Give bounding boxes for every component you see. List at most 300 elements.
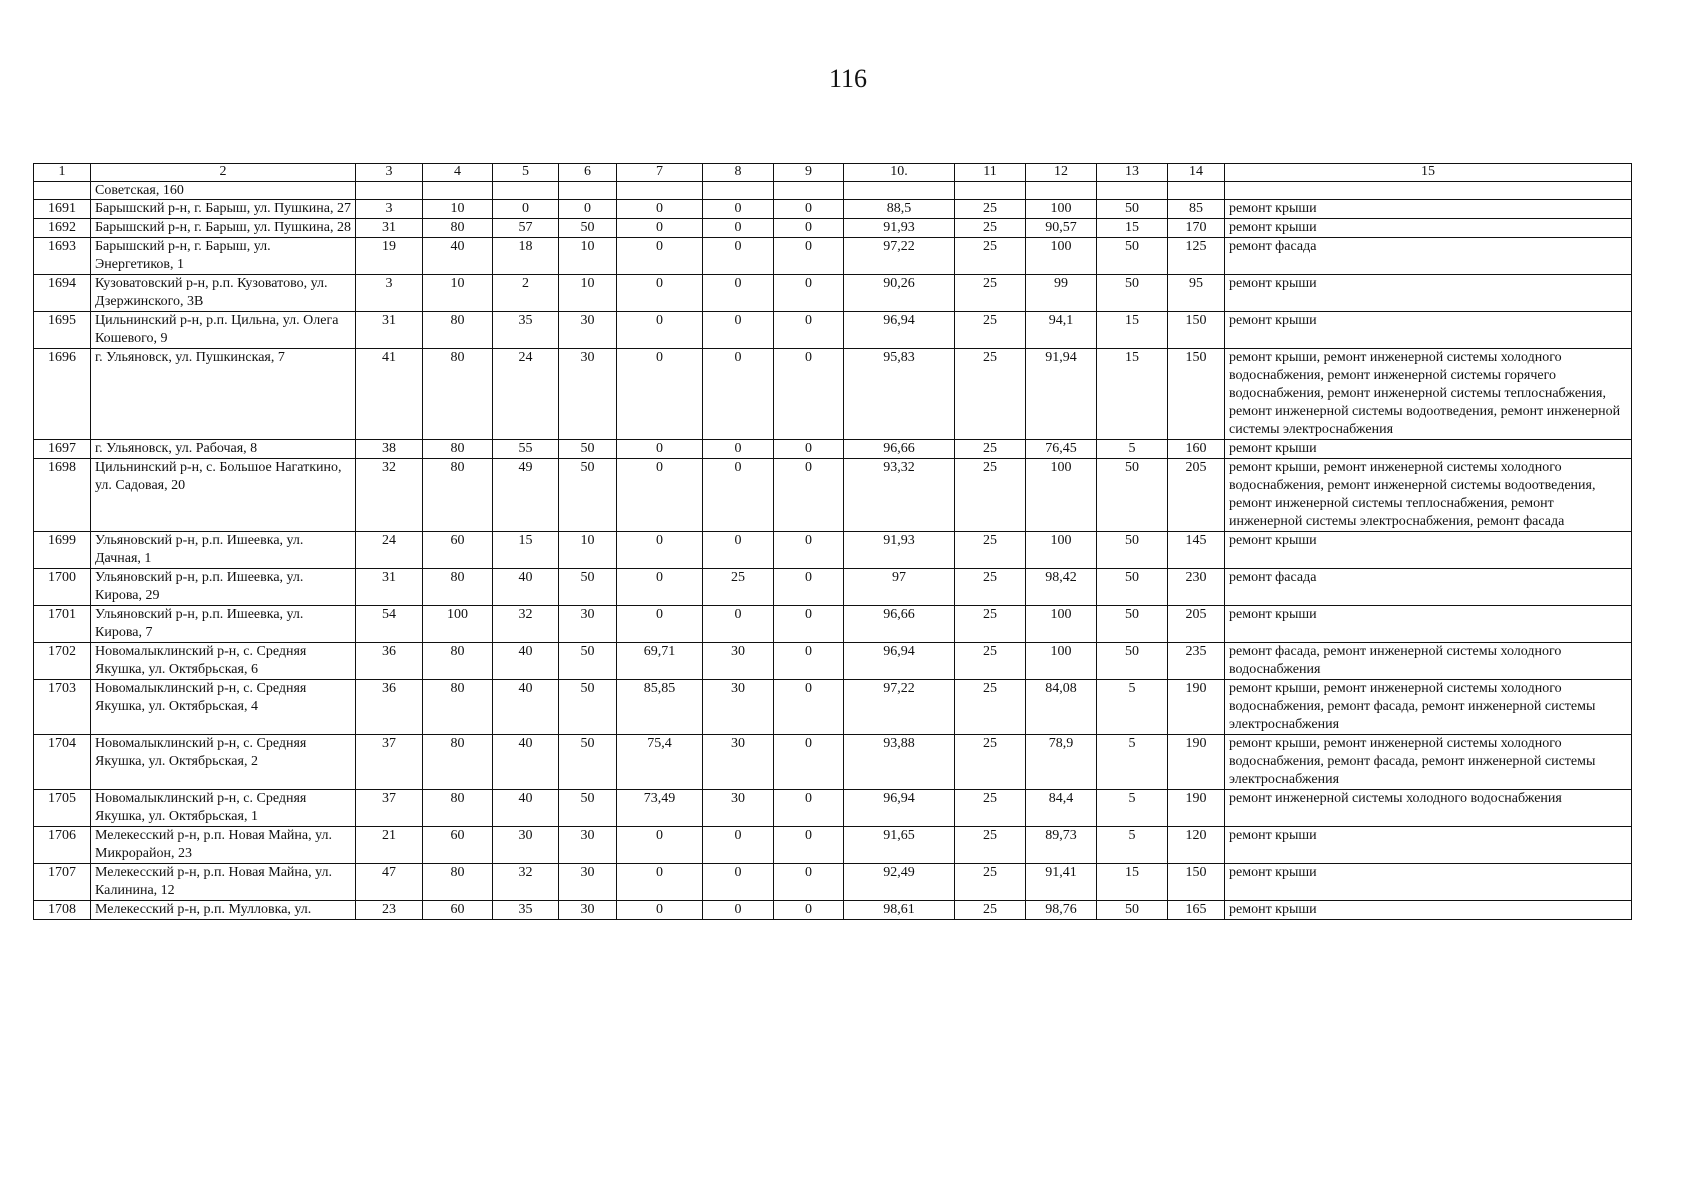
value-cell: 60 (423, 827, 493, 864)
value-cell: 235 (1168, 643, 1225, 680)
works-cell: ремонт крыши (1225, 440, 1632, 459)
value-cell: 31 (356, 312, 423, 349)
value-cell: 100 (423, 606, 493, 643)
table-row (34, 680, 1632, 735)
value-cell: 80 (423, 349, 493, 440)
value-cell: 25 (955, 238, 1026, 275)
value-cell: 98,76 (1026, 901, 1097, 920)
value-cell: 5 (1097, 680, 1168, 735)
value-cell: 190 (1168, 735, 1225, 790)
address-cell: Барышский р-н, г. Барыш, ул. Пушкина, 27 (91, 200, 356, 219)
value-cell: 60 (423, 532, 493, 569)
works-cell: ремонт фасада (1225, 569, 1632, 606)
value-cell: 37 (356, 735, 423, 790)
value-cell: 50 (1097, 643, 1168, 680)
address-cell: Ульяновский р-н, р.п. Ишеевка, ул. Кирова, 29 (91, 569, 356, 606)
value-cell: 50 (559, 680, 617, 735)
value-cell: 25 (955, 790, 1026, 827)
works-cell: ремонт крыши (1225, 532, 1632, 569)
value-cell: 25 (955, 312, 1026, 349)
address-cell: Новомалыклинский р-н, с. Средняя Якушка, ул. Октябрьская, 1 (91, 790, 356, 827)
value-cell: 30 (703, 790, 774, 827)
value-cell: 30 (703, 680, 774, 735)
table-row (34, 200, 1632, 219)
column-header: 11 (955, 164, 1026, 182)
value-cell: 205 (1168, 459, 1225, 532)
value-cell: 36 (356, 643, 423, 680)
row-number-cell: 1707 (34, 864, 91, 901)
works-cell: ремонт крыши, ремонт инженерной системы холодного водоснабжения, ремонт фасада, ремонт инженерной системы электроснабжения (1225, 680, 1632, 735)
value-cell: 91,93 (844, 219, 955, 238)
address-cell: Мелекесский р-н, р.п. Мулловка, ул. (91, 901, 356, 920)
value-cell: 96,94 (844, 790, 955, 827)
value-cell: 30 (559, 312, 617, 349)
value-cell: 100 (1026, 606, 1097, 643)
works-cell: ремонт крыши, ремонт инженерной системы холодного водоснабжения, ремонт фасада, ремонт инженерной системы электроснабжения (1225, 735, 1632, 790)
value-cell: 0 (559, 200, 617, 219)
value-cell: 50 (559, 440, 617, 459)
value-cell: 30 (559, 827, 617, 864)
value-cell: 2 (493, 275, 559, 312)
works-cell: ремонт фасада, ремонт инженерной системы холодного водоснабжения (1225, 643, 1632, 680)
row-number-cell: 1703 (34, 680, 91, 735)
value-cell: 145 (1168, 532, 1225, 569)
value-cell: 32 (493, 864, 559, 901)
value-cell: 30 (703, 735, 774, 790)
value-cell: 18 (493, 238, 559, 275)
row-number-cell: 1706 (34, 827, 91, 864)
value-cell: 10 (559, 532, 617, 569)
row-number-cell: 1692 (34, 219, 91, 238)
value-cell: 100 (1026, 459, 1097, 532)
value-cell: 41 (356, 349, 423, 440)
value-cell: 80 (423, 864, 493, 901)
works-cell: ремонт фасада (1225, 238, 1632, 275)
value-cell: 3 (356, 200, 423, 219)
row-number-cell: 1691 (34, 200, 91, 219)
value-cell: 25 (955, 569, 1026, 606)
value-cell: 0 (703, 901, 774, 920)
value-cell: 0 (774, 901, 844, 920)
value-cell: 40 (493, 569, 559, 606)
column-header: 12 (1026, 164, 1097, 182)
column-header: 9 (774, 164, 844, 182)
value-cell: 30 (493, 827, 559, 864)
value-cell: 80 (423, 790, 493, 827)
value-cell: 0 (703, 238, 774, 275)
value-cell: 89,73 (1026, 827, 1097, 864)
address-cell: г. Ульяновск, ул. Пушкинская, 7 (91, 349, 356, 440)
address-cell: Новомалыклинский р-н, с. Средняя Якушка, ул. Октябрьская, 2 (91, 735, 356, 790)
value-cell: 50 (1097, 275, 1168, 312)
value-cell: 30 (703, 643, 774, 680)
address-cell: Мелекесский р-н, р.п. Новая Майна, ул. Калинина, 12 (91, 864, 356, 901)
continuation-row (34, 182, 1632, 200)
address-cell: Новомалыклинский р-н, с. Средняя Якушка, ул. Октябрьская, 6 (91, 643, 356, 680)
value-cell: 0 (703, 275, 774, 312)
value-cell: 30 (559, 349, 617, 440)
column-header: 4 (423, 164, 493, 182)
value-cell: 91,94 (1026, 349, 1097, 440)
value-cell: 0 (774, 532, 844, 569)
value-cell: 25 (955, 606, 1026, 643)
value-cell: 25 (955, 200, 1026, 219)
value-cell: 10 (423, 200, 493, 219)
address-cell: Кузоватовский р-н, р.п. Кузоватово, ул. Дзержинского, 3В (91, 275, 356, 312)
column-header: 3 (356, 164, 423, 182)
works-cell: ремонт крыши (1225, 827, 1632, 864)
value-cell: 95,83 (844, 349, 955, 440)
value-cell: 50 (1097, 532, 1168, 569)
value-cell: 40 (423, 238, 493, 275)
row-number-cell: 1696 (34, 349, 91, 440)
value-cell: 0 (703, 827, 774, 864)
value-cell: 19 (356, 238, 423, 275)
registry-table (33, 163, 1632, 920)
value-cell: 100 (1026, 200, 1097, 219)
value-cell: 97 (844, 569, 955, 606)
value-cell: 38 (356, 440, 423, 459)
value-cell: 25 (955, 827, 1026, 864)
value-cell: 100 (1026, 532, 1097, 569)
value-cell: 96,94 (844, 312, 955, 349)
value-cell: 5 (1097, 827, 1168, 864)
value-cell: 25 (955, 532, 1026, 569)
value-cell: 0 (617, 569, 703, 606)
value-cell: 60 (423, 901, 493, 920)
value-cell: 0 (617, 459, 703, 532)
value-cell: 0 (703, 349, 774, 440)
value-cell: 50 (559, 569, 617, 606)
value-cell: 25 (955, 901, 1026, 920)
value-cell: 0 (617, 238, 703, 275)
table-row (34, 219, 1632, 238)
value-cell: 0 (774, 790, 844, 827)
value-cell: 25 (955, 864, 1026, 901)
value-cell: 190 (1168, 680, 1225, 735)
value-cell: 40 (493, 680, 559, 735)
value-cell: 10 (423, 275, 493, 312)
value-cell: 98,42 (1026, 569, 1097, 606)
value-cell: 57 (493, 219, 559, 238)
value-cell: 97,22 (844, 238, 955, 275)
value-cell: 15 (1097, 312, 1168, 349)
value-cell: 125 (1168, 238, 1225, 275)
value-cell: 88,5 (844, 200, 955, 219)
value-cell: 50 (559, 790, 617, 827)
works-cell: ремонт крыши (1225, 864, 1632, 901)
value-cell: 5 (1097, 735, 1168, 790)
value-cell: 100 (1026, 643, 1097, 680)
value-cell: 96,94 (844, 643, 955, 680)
value-cell: 5 (1097, 440, 1168, 459)
works-cell: ремонт инженерной системы холодного водоснабжения (1225, 790, 1632, 827)
column-header: 15 (1225, 164, 1632, 182)
value-cell: 36 (356, 680, 423, 735)
value-cell: 150 (1168, 864, 1225, 901)
value-cell: 50 (1097, 901, 1168, 920)
value-cell: 25 (955, 735, 1026, 790)
value-cell: 0 (703, 312, 774, 349)
value-cell: 24 (493, 349, 559, 440)
value-cell: 90,57 (1026, 219, 1097, 238)
table-row (34, 312, 1632, 349)
value-cell: 93,32 (844, 459, 955, 532)
value-cell: 5 (1097, 790, 1168, 827)
value-cell: 0 (774, 827, 844, 864)
value-cell: 170 (1168, 219, 1225, 238)
value-cell: 31 (356, 569, 423, 606)
column-header: 1 (34, 164, 91, 182)
address-cell: Ульяновский р-н, р.п. Ишеевка, ул. Кирова, 7 (91, 606, 356, 643)
value-cell: 0 (774, 569, 844, 606)
value-cell: 85 (1168, 200, 1225, 219)
table-row (34, 827, 1632, 864)
value-cell: 50 (1097, 200, 1168, 219)
table-row (34, 275, 1632, 312)
value-cell: 0 (703, 440, 774, 459)
works-cell: ремонт крыши (1225, 312, 1632, 349)
table-row (34, 643, 1632, 680)
value-cell: 54 (356, 606, 423, 643)
value-cell: 25 (955, 643, 1026, 680)
value-cell: 190 (1168, 790, 1225, 827)
value-cell: 25 (955, 680, 1026, 735)
value-cell: 84,4 (1026, 790, 1097, 827)
value-cell: 0 (703, 200, 774, 219)
value-cell: 100 (1026, 238, 1097, 275)
value-cell: 0 (774, 275, 844, 312)
value-cell: 37 (356, 790, 423, 827)
value-cell: 25 (955, 440, 1026, 459)
value-cell: 30 (559, 606, 617, 643)
value-cell: 32 (356, 459, 423, 532)
table-row (34, 440, 1632, 459)
value-cell: 99 (1026, 275, 1097, 312)
value-cell: 24 (356, 532, 423, 569)
row-number-cell: 1702 (34, 643, 91, 680)
table-row (34, 349, 1632, 440)
value-cell: 230 (1168, 569, 1225, 606)
address-cell: Ульяновский р-н, р.п. Ишеевка, ул. Дачная, 1 (91, 532, 356, 569)
table-row (34, 735, 1632, 790)
column-header: 5 (493, 164, 559, 182)
column-number-row (34, 164, 1632, 182)
value-cell: 0 (774, 349, 844, 440)
value-cell: 98,61 (844, 901, 955, 920)
value-cell: 80 (423, 312, 493, 349)
row-number-cell: 1699 (34, 532, 91, 569)
table-row (34, 790, 1632, 827)
value-cell: 91,65 (844, 827, 955, 864)
value-cell: 40 (493, 643, 559, 680)
value-cell: 0 (617, 532, 703, 569)
value-cell: 90,26 (844, 275, 955, 312)
value-cell: 84,08 (1026, 680, 1097, 735)
value-cell: 93,88 (844, 735, 955, 790)
value-cell: 55 (493, 440, 559, 459)
value-cell: 80 (423, 735, 493, 790)
value-cell: 15 (1097, 219, 1168, 238)
row-number-cell: 1700 (34, 569, 91, 606)
value-cell: 0 (774, 735, 844, 790)
works-cell: ремонт крыши (1225, 901, 1632, 920)
address-cell: Барышский р-н, г. Барыш, ул. Энергетиков, 1 (91, 238, 356, 275)
table-row (34, 901, 1632, 920)
table-row (34, 238, 1632, 275)
value-cell: 0 (774, 238, 844, 275)
address-cell: Новомалыклинский р-н, с. Средняя Якушка, ул. Октябрьская, 4 (91, 680, 356, 735)
value-cell: 96,66 (844, 440, 955, 459)
value-cell: 15 (1097, 349, 1168, 440)
works-cell: ремонт крыши, ремонт инженерной системы холодного водоснабжения, ремонт инженерной системы водоотведения, ремонт инженерной системы теплоснабжения, ремонт инженерной системы электроснабжения, ремонт фасада (1225, 459, 1632, 532)
value-cell: 30 (559, 864, 617, 901)
value-cell: 94,1 (1026, 312, 1097, 349)
row-number-cell: 1694 (34, 275, 91, 312)
value-cell: 80 (423, 643, 493, 680)
value-cell: 160 (1168, 440, 1225, 459)
value-cell: 0 (617, 275, 703, 312)
value-cell: 0 (617, 827, 703, 864)
column-header: 6 (559, 164, 617, 182)
row-number-cell: 1697 (34, 440, 91, 459)
works-cell: ремонт крыши (1225, 606, 1632, 643)
row-number-cell: 1704 (34, 735, 91, 790)
value-cell: 0 (617, 864, 703, 901)
value-cell: 0 (617, 200, 703, 219)
address-cell: Мелекесский р-н, р.п. Новая Майна, ул. Микрорайон, 23 (91, 827, 356, 864)
table-row (34, 532, 1632, 569)
row-number-cell: 1693 (34, 238, 91, 275)
value-cell: 50 (559, 219, 617, 238)
value-cell: 15 (493, 532, 559, 569)
value-cell: 78,9 (1026, 735, 1097, 790)
value-cell: 35 (493, 312, 559, 349)
value-cell: 50 (559, 459, 617, 532)
column-header: 7 (617, 164, 703, 182)
works-cell: ремонт крыши (1225, 200, 1632, 219)
value-cell: 91,93 (844, 532, 955, 569)
value-cell: 50 (1097, 238, 1168, 275)
value-cell: 150 (1168, 312, 1225, 349)
row-number-cell: 1705 (34, 790, 91, 827)
table-row (34, 459, 1632, 532)
works-cell: ремонт крыши, ремонт инженерной системы холодного водоснабжения, ремонт инженерной системы горячего водоснабжения, ремонт инженерной системы теплоснабжения, ремонт инженерной системы водоотведения, ремонт инженерной системы электроснабжения (1225, 349, 1632, 440)
value-cell: 35 (493, 901, 559, 920)
column-header: 13 (1097, 164, 1168, 182)
value-cell: 0 (617, 312, 703, 349)
value-cell: 50 (1097, 459, 1168, 532)
value-cell: 0 (703, 606, 774, 643)
value-cell: 21 (356, 827, 423, 864)
value-cell: 30 (559, 901, 617, 920)
works-cell: ремонт крыши (1225, 219, 1632, 238)
address-cell: Цильнинский р-н, с. Большое Нагаткино, ул. Садовая, 20 (91, 459, 356, 532)
column-header: 2 (91, 164, 356, 182)
table-row (34, 864, 1632, 901)
value-cell: 0 (703, 864, 774, 901)
value-cell: 50 (559, 643, 617, 680)
value-cell: 120 (1168, 827, 1225, 864)
value-cell: 73,49 (617, 790, 703, 827)
value-cell: 50 (1097, 606, 1168, 643)
value-cell: 0 (617, 440, 703, 459)
row-number-cell: 1701 (34, 606, 91, 643)
value-cell: 25 (955, 459, 1026, 532)
value-cell: 0 (703, 532, 774, 569)
value-cell: 0 (703, 219, 774, 238)
value-cell: 10 (559, 238, 617, 275)
value-cell: 0 (774, 680, 844, 735)
value-cell: 92,49 (844, 864, 955, 901)
value-cell: 165 (1168, 901, 1225, 920)
value-cell: 25 (955, 275, 1026, 312)
value-cell: 80 (423, 219, 493, 238)
value-cell: 0 (774, 864, 844, 901)
value-cell: 0 (774, 643, 844, 680)
value-cell: 3 (356, 275, 423, 312)
value-cell: 0 (493, 200, 559, 219)
value-cell: 40 (493, 790, 559, 827)
value-cell: 97,22 (844, 680, 955, 735)
value-cell: 50 (559, 735, 617, 790)
value-cell: 80 (423, 680, 493, 735)
value-cell: 0 (774, 459, 844, 532)
value-cell: 0 (774, 440, 844, 459)
value-cell: 25 (703, 569, 774, 606)
value-cell: 25 (955, 349, 1026, 440)
value-cell: 0 (774, 219, 844, 238)
value-cell: 75,4 (617, 735, 703, 790)
value-cell: 96,66 (844, 606, 955, 643)
row-number-cell: 1708 (34, 901, 91, 920)
value-cell: 32 (493, 606, 559, 643)
value-cell: 80 (423, 440, 493, 459)
row-number-cell: 1698 (34, 459, 91, 532)
row-number-cell: 1695 (34, 312, 91, 349)
value-cell: 85,85 (617, 680, 703, 735)
value-cell: 10 (559, 275, 617, 312)
value-cell: 23 (356, 901, 423, 920)
address-cell: г. Ульяновск, ул. Рабочая, 8 (91, 440, 356, 459)
value-cell: 49 (493, 459, 559, 532)
value-cell: 76,45 (1026, 440, 1097, 459)
address-cell: Цильнинский р-н, р.п. Цильна, ул. Олега Кошевого, 9 (91, 312, 356, 349)
value-cell: 205 (1168, 606, 1225, 643)
column-header: 8 (703, 164, 774, 182)
value-cell: 31 (356, 219, 423, 238)
value-cell: 0 (617, 606, 703, 643)
value-cell: 80 (423, 459, 493, 532)
page-number: 116 (828, 64, 868, 93)
value-cell: 69,71 (617, 643, 703, 680)
value-cell: 0 (774, 200, 844, 219)
value-cell: 0 (774, 606, 844, 643)
value-cell: 0 (617, 349, 703, 440)
address-cell: Советская, 160 (91, 182, 356, 200)
works-cell: ремонт крыши (1225, 275, 1632, 312)
value-cell: 25 (955, 219, 1026, 238)
table-row (34, 606, 1632, 643)
column-header: 10. (844, 164, 955, 182)
column-header: 14 (1168, 164, 1225, 182)
value-cell: 15 (1097, 864, 1168, 901)
value-cell: 91,41 (1026, 864, 1097, 901)
value-cell: 95 (1168, 275, 1225, 312)
value-cell: 0 (617, 219, 703, 238)
value-cell: 150 (1168, 349, 1225, 440)
value-cell: 80 (423, 569, 493, 606)
